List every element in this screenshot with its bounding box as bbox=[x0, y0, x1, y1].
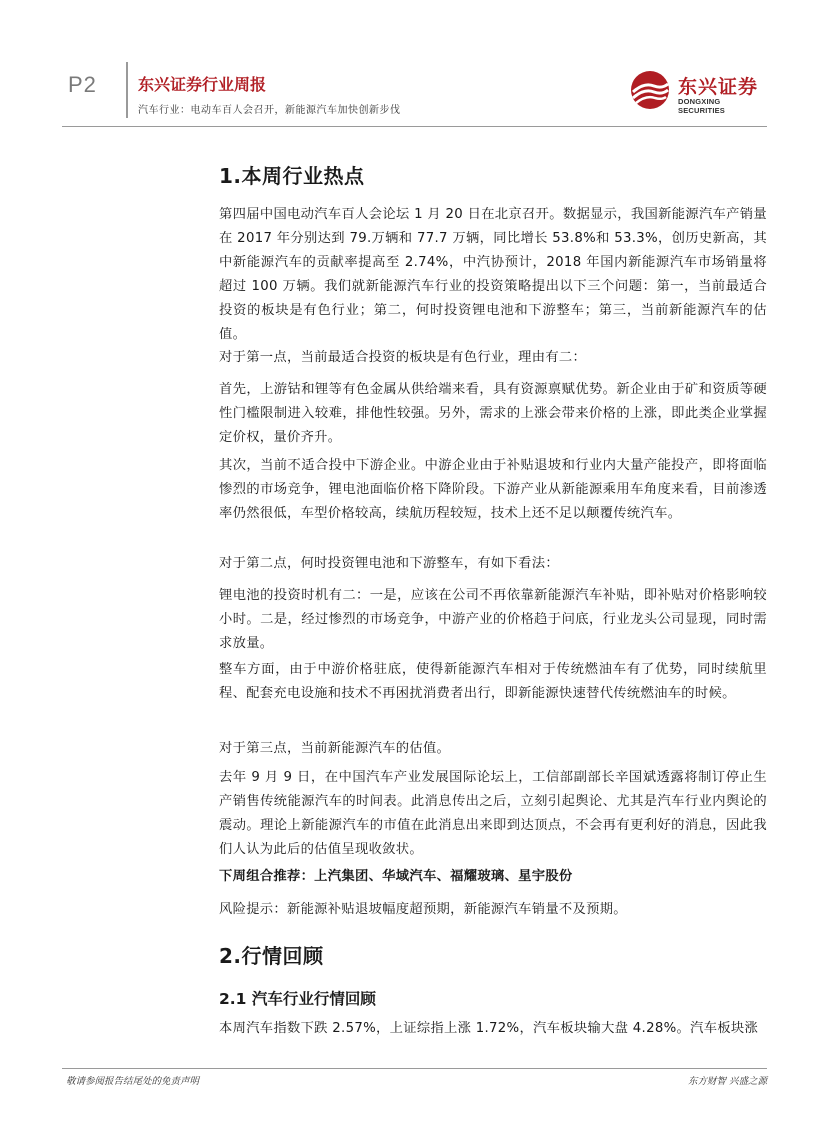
footer-disclaimer: 敬请参阅报告结尾处的免责声明 bbox=[66, 1076, 200, 1087]
report-subtitle: 汽车行业：电动车百人会召开，新能源汽车加快创新步伐 bbox=[138, 105, 401, 116]
paragraph-point-two: 对于第二点，何时投资锂电池和下游整车，有如下看法： bbox=[219, 556, 559, 571]
paragraph-point-one: 对于第一点，当前最适合投资的板块是有色行业，理由有二： bbox=[219, 350, 587, 365]
logo-text-en: DONGXING SECURITIES bbox=[678, 97, 726, 115]
paragraph-upstream: 首先，上游钴和锂等有色金属从供给端来看，具有资源禀赋优势。新企业由于矿和资质等硬性门槛限制进入较难，排他性较强。另外，需求的上涨会带来价格的上涨，即此类企业掌握定价权，量价齐升。 bbox=[219, 382, 767, 445]
subsection-heading-auto-review: 2.1 汽车行业行情回顾 bbox=[219, 990, 376, 1008]
paragraph-intro: 第四届中国电动汽车百人会论坛 1 月 20 日在北京召开。数据显示，我国新能源汽车产销量在 2017 年分别达到 79.万辆和 77.7 万辆，同比增长 53.8%和 53.3%，创历史新高，其中新能源汽车的贡献率提高至 2.74%，中汽协预计，2018 年国内新能源汽车市场销量将超过 100 万辆。我们就新能源汽车行业的投资策略提出以下三个问题：第一，当前最适合投资的板块是有色行业；第二，何时投资锂电池和下游整车；第三，当前新能源汽车的估值。 bbox=[219, 207, 767, 342]
paragraph-point-three: 对于第三点，当前新能源汽车的估值。 bbox=[219, 741, 451, 756]
paragraph-market-summary: 本周汽车指数下跌 2.57%，上证综指上涨 1.72%，汽车板块输大盘 4.28%。汽车板块涨 bbox=[219, 1021, 759, 1036]
risk-warning: 风险提示：新能源补贴退坡幅度超预期，新能源汽车销量不及预期。 bbox=[219, 902, 627, 917]
footer-slogan: 东方财智 兴盛之源 bbox=[687, 1076, 767, 1087]
report-title: 东兴证券行业周报 bbox=[138, 75, 267, 94]
paragraph-vehicles: 整车方面，由于中游价格驻底，使得新能源汽车相对于传统燃油车有了优势，同时续航里程、配套充电设施和技术不再困扰消费者出行，即新能源快速替代传统燃油车的时候。 bbox=[219, 662, 767, 701]
section-heading-hot-topics: 1.本周行业热点 bbox=[219, 164, 365, 188]
company-logo bbox=[628, 66, 768, 118]
portfolio-recommendation: 下周组合推荐：上汽集团、华域汽车、福耀玻璃、星宇股份 bbox=[219, 869, 573, 884]
page-header bbox=[0, 0, 827, 130]
paragraph-valuation: 去年 9 月 9 日，在中国汽车产业发展国际论坛上，工信部副部长辛国斌透露将制订停止生产销售传统能源汽车的时间表。此消息传出之后，立刻引起舆论、尤其是汽车行业内舆论的震动。理论上新能源汽车的市值在此消息出来即到达顶点，不会再有更利好的消息，因此我们人认为此后的估值呈现收敛状。 bbox=[219, 770, 767, 857]
footer-rule bbox=[62, 1068, 767, 1069]
header-divider bbox=[126, 62, 128, 118]
header-rule bbox=[62, 126, 767, 127]
logo-text-cn: 东兴证券 bbox=[678, 76, 759, 98]
logo-emblem-icon bbox=[628, 70, 672, 110]
section-heading-market-review: 2.行情回顾 bbox=[219, 944, 324, 968]
paragraph-battery-timing: 锂电池的投资时机有二：一是，应该在公司不再依靠新能源汽车补贴，即补贴对价格影响较小时。二是，经过惨烈的市场竞争，中游产业的价格趋于问底，行业龙头公司显现，同时需求放量。 bbox=[219, 588, 767, 651]
page-number: P2 bbox=[68, 72, 97, 97]
paragraph-midstream: 其次，当前不适合投中下游企业。中游企业由于补贴退坡和行业内大量产能投产，即将面临惨烈的市场竞争，锂电池面临价格下降阶段。下游产业从新能源乘用车角度来看，目前渗透率仍然很低，车型价格较高，续航历程较短，技术上还不足以颠覆传统汽车。 bbox=[219, 458, 767, 521]
